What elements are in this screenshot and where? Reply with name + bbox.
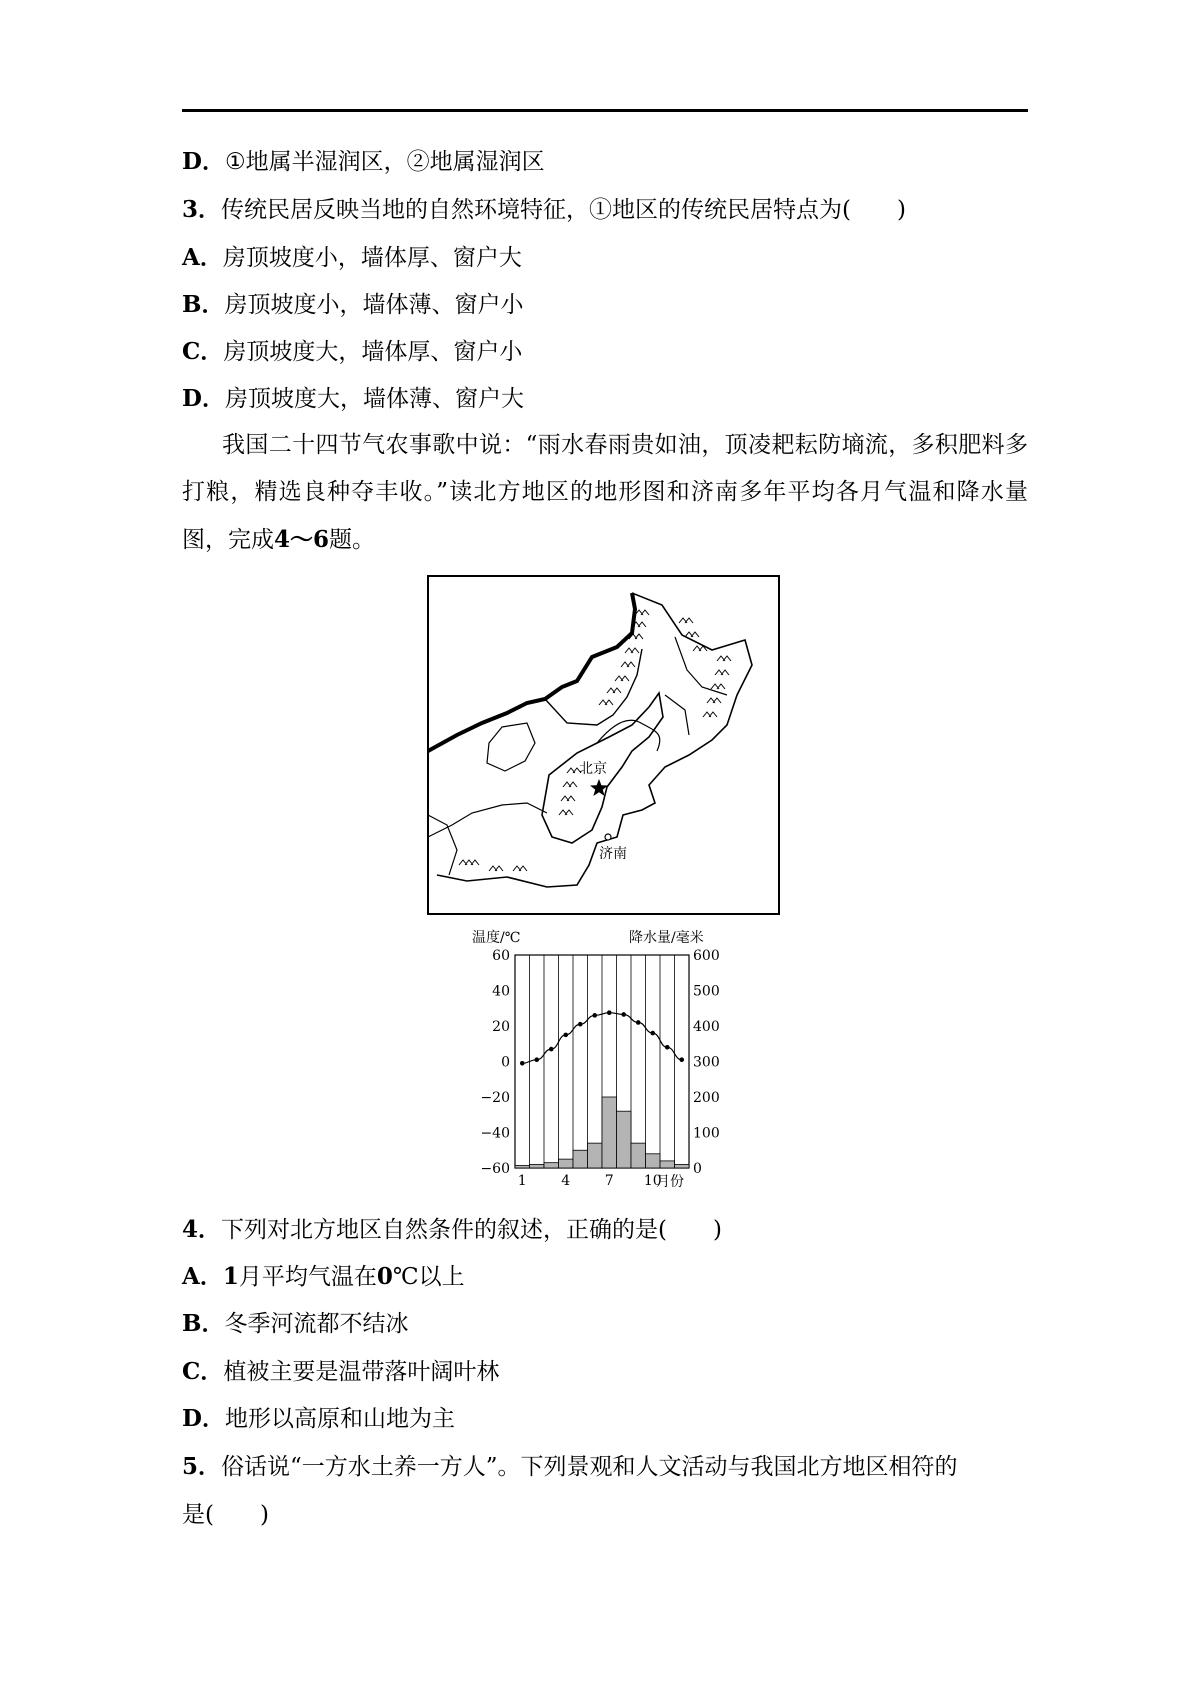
north-china-map	[427, 575, 780, 915]
precip-bar	[602, 1097, 617, 1168]
temperature-point	[650, 1031, 655, 1036]
temperature-point	[679, 1057, 684, 1062]
precip-bar	[646, 1154, 661, 1168]
beijing-label: 北京	[579, 761, 607, 777]
q3-stem: 3．传统民居反映当地的自然环境特征，①地区的传统民居特点为( )	[182, 196, 906, 223]
x-tick-label: 10	[643, 1173, 662, 1189]
y-right-tick-label: 400	[693, 1019, 720, 1035]
q4-option-c: C．植被主要是温带落叶阔叶林	[182, 1358, 500, 1385]
temperature-point	[578, 1022, 583, 1027]
y-left-tick-label: 0	[501, 1054, 510, 1071]
passage: 我国二十四节气农事歌中说：“雨水春雨贵如油，顶凌耙耘防墒流，多积肥料多打粮，精选良种夺丰收。”读北方地区的地形图和济南多年平均各月气温和降水量图，完成4～6题。	[182, 432, 1028, 553]
y-left-tick-label: 60	[492, 948, 510, 964]
temperature-point	[636, 1020, 641, 1025]
temperature-point	[520, 1061, 525, 1066]
jinan-label: 济南	[599, 846, 627, 862]
q4-option-a: A．1月平均气温在0℃以上	[182, 1263, 465, 1290]
precip-bar	[515, 1166, 530, 1168]
precip-bar	[573, 1150, 588, 1168]
q3-option-c: C．房顶坡度大，墙体厚、窗户小	[182, 338, 523, 365]
y-right-axis-label: 降水量/毫米	[629, 930, 704, 946]
y-right-tick-label: 0	[693, 1161, 702, 1177]
q4-option-d: D．地形以高原和山地为主	[182, 1405, 455, 1432]
q4-option-b: B．冬季河流都不结冰	[182, 1310, 409, 1337]
q5-stem-line1: 5．俗话说“一方水土养一方人”。下列景观和人文活动与我国北方地区相符的	[182, 1453, 958, 1480]
y-right-tick-label: 200	[693, 1090, 720, 1106]
y-right-tick-label: 600	[693, 948, 720, 964]
q4-stem: 4．下列对北方地区自然条件的叙述，正确的是( )	[182, 1216, 722, 1243]
y-left-tick-label: −20	[480, 1090, 510, 1106]
y-right-tick-label: 500	[693, 983, 720, 1000]
x-tick-label: 1	[517, 1173, 527, 1189]
precipitation-bars	[515, 1097, 689, 1168]
q3-option-d: D．房顶坡度大，墙体薄、窗户大	[182, 385, 524, 412]
precip-bar	[544, 1163, 559, 1168]
precip-bar	[559, 1159, 574, 1168]
q5-stem-line2: 是( )	[182, 1502, 269, 1528]
temperature-point	[592, 1013, 597, 1018]
y-left-tick-label: 20	[492, 1019, 510, 1035]
q3-option-b: B．房顶坡度小，墙体薄、窗户小	[182, 291, 524, 318]
temperature-point	[621, 1012, 626, 1017]
x-ticks	[518, 1173, 662, 1189]
y-left-tick-label: 40	[492, 983, 510, 1000]
y-left-axis-label: 温度/℃	[472, 930, 521, 946]
temperature-point	[563, 1033, 568, 1038]
jinan-dot-icon	[605, 834, 611, 840]
precip-bar	[675, 1164, 690, 1168]
top-rule	[182, 109, 1028, 112]
y-left-tick-label: −60	[480, 1161, 510, 1177]
y-left-ticks	[480, 948, 510, 1177]
temperature-point	[534, 1057, 539, 1062]
temperature-point	[607, 1010, 612, 1015]
x-tick-label: 7	[604, 1173, 614, 1189]
q2-option-d: D．①地属半湿润区，②地属湿润区	[182, 148, 545, 175]
q3-option-a: A．房顶坡度小，墙体厚、窗户大	[182, 244, 522, 271]
precip-bar	[530, 1164, 545, 1168]
precip-bar	[617, 1111, 632, 1168]
precip-bar	[660, 1161, 675, 1168]
precip-bar	[631, 1143, 646, 1168]
y-right-tick-label: 100	[693, 1125, 720, 1142]
temperature-point	[665, 1045, 670, 1050]
y-left-tick-label: −40	[480, 1125, 510, 1142]
y-right-tick-label: 300	[693, 1054, 720, 1071]
precip-bar	[588, 1143, 603, 1168]
x-tick-label: 4	[561, 1173, 571, 1189]
y-right-ticks	[693, 948, 720, 1177]
x-axis-label: 月份	[656, 1174, 684, 1190]
jinan-climograph	[470, 928, 750, 1190]
temperature-point	[549, 1047, 554, 1052]
